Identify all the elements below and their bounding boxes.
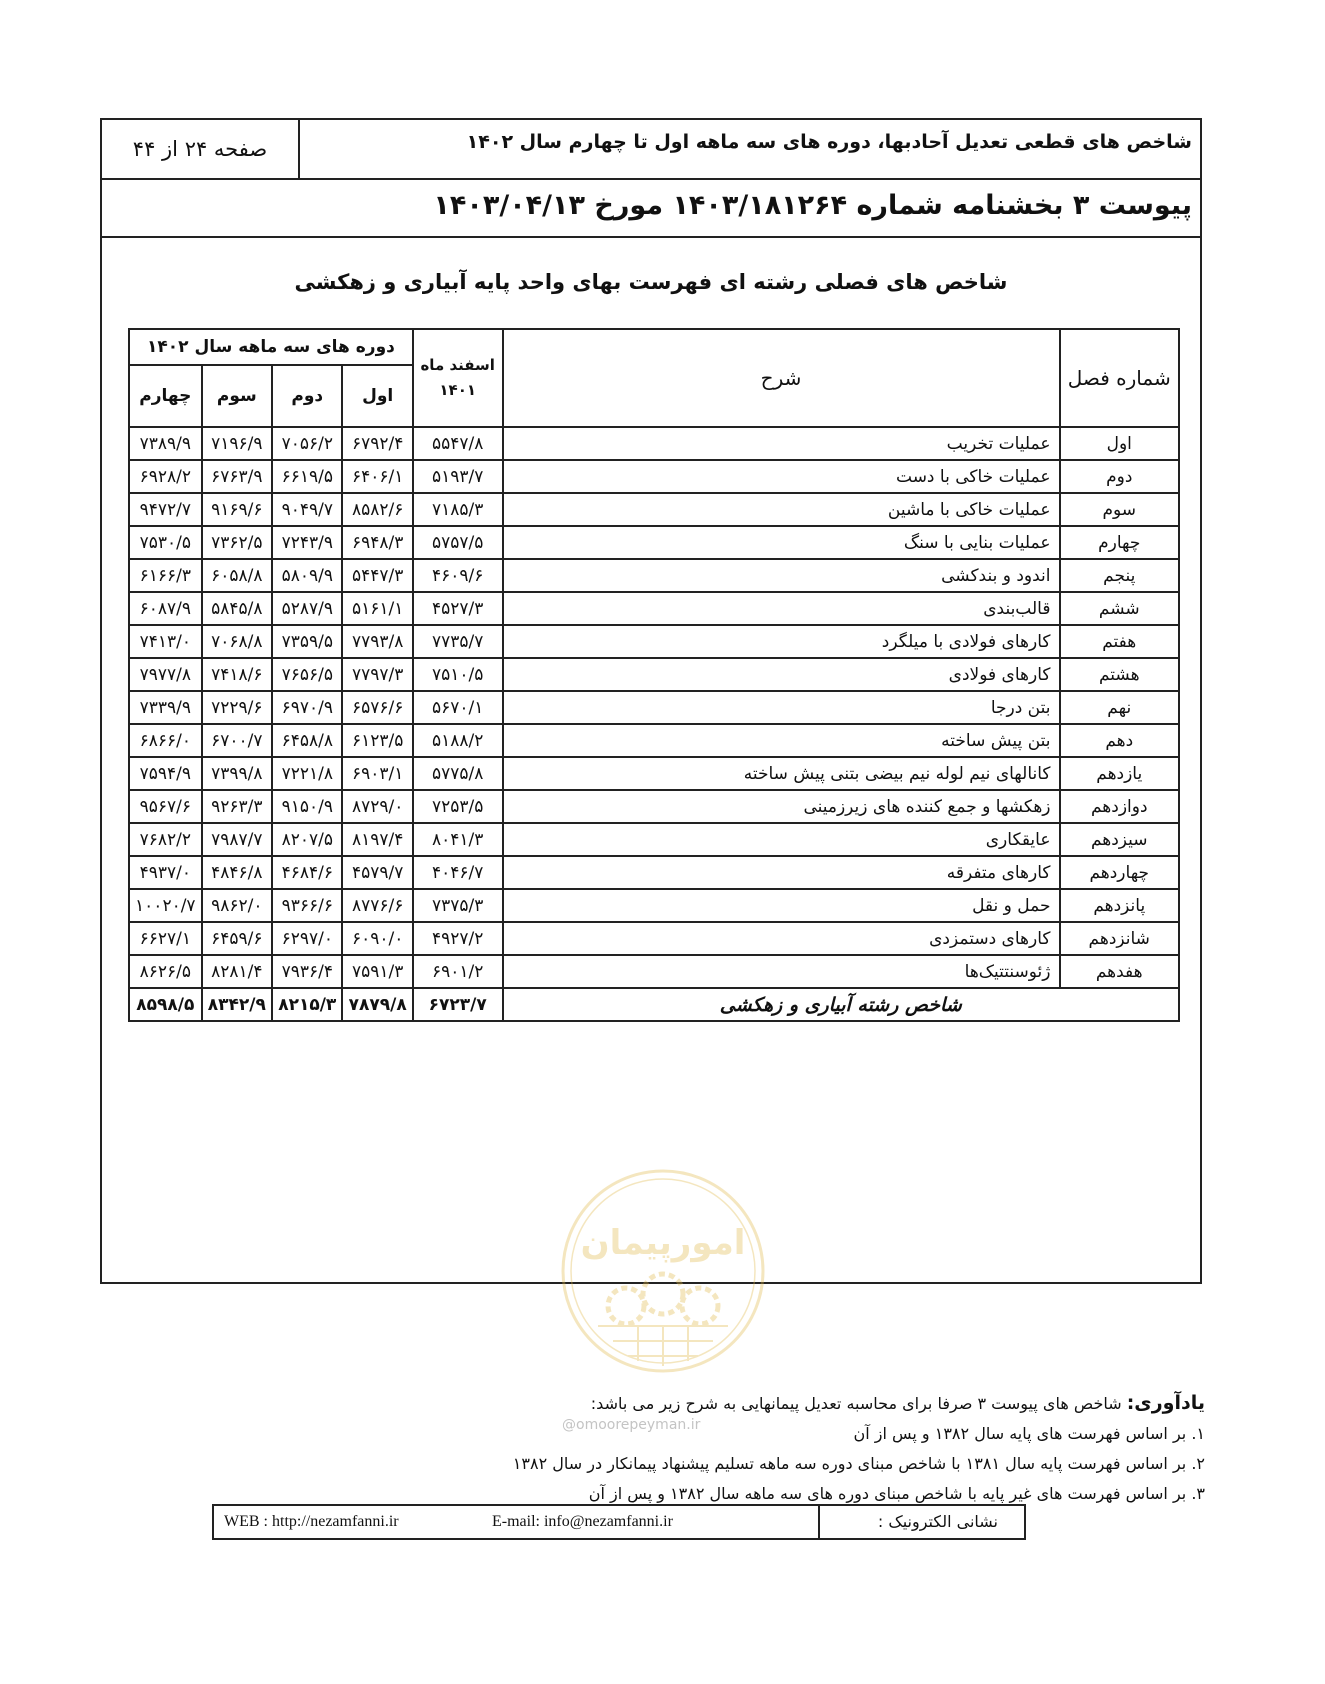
- chapter-description: عملیات بنایی با سنگ: [503, 526, 1060, 559]
- value-q2: ۶۴۵۸/۸: [272, 724, 342, 757]
- value-q4: ۶۱۶۶/۳: [129, 559, 202, 592]
- total-value-q1: ۷۸۷۹/۸: [342, 988, 412, 1021]
- value-esfand-1401: ۷۳۷۵/۳: [413, 889, 503, 922]
- value-q4: ۶۹۲۸/۲: [129, 460, 202, 493]
- value-q3: ۷۲۲۹/۶: [202, 691, 272, 724]
- chapter-number: هشتم: [1060, 658, 1180, 691]
- value-q2: ۷۹۳۶/۴: [272, 955, 342, 988]
- table-total-row: [129, 988, 1179, 1021]
- value-q3: ۹۸۶۲/۰: [202, 889, 272, 922]
- value-esfand-1401: ۸۰۴۱/۳: [413, 823, 503, 856]
- col-q1: اول: [342, 365, 412, 427]
- value-q1: ۸۷۷۶/۶: [342, 889, 412, 922]
- chapter-description: حمل و نقل: [503, 889, 1060, 922]
- chapter-description: بتن پیش ساخته: [503, 724, 1060, 757]
- value-q1: ۴۵۷۹/۷: [342, 856, 412, 889]
- table-row: [129, 922, 1179, 955]
- reminder-intro-text: شاخص های پیوست ۳ صرفا برای محاسبه تعدیل پیمانهایی به شرح زیر می باشد:: [590, 1394, 1122, 1413]
- total-value-q2: ۸۲۱۵/۳: [272, 988, 342, 1021]
- value-esfand-1401: ۵۱۹۳/۷: [413, 460, 503, 493]
- table-row: [129, 493, 1179, 526]
- chapter-description: عملیات خاکی با دست: [503, 460, 1060, 493]
- value-q4: ۹۴۷۲/۷: [129, 493, 202, 526]
- col-q4: چهارم: [129, 365, 202, 427]
- table-row: [129, 460, 1179, 493]
- value-q4: ۶۶۲۷/۱: [129, 922, 202, 955]
- value-q3: ۸۲۸۱/۴: [202, 955, 272, 988]
- value-esfand-1401: ۴۵۲۷/۳: [413, 592, 503, 625]
- value-q3: ۶۷۶۳/۹: [202, 460, 272, 493]
- value-esfand-1401: ۶۹۰۱/۲: [413, 955, 503, 988]
- value-esfand-1401: ۵۵۴۷/۸: [413, 427, 503, 460]
- reminder-item-3: ۳. بر اساس فهرست های غیر پایه با شاخص مبنای دوره های سه ماهه سال ۱۳۸۲ و پس از آن: [588, 1484, 1205, 1503]
- value-q3: ۷۳۹۹/۸: [202, 757, 272, 790]
- total-description: شاخص رشته آبیاری و زهکشی: [503, 988, 1179, 1021]
- value-q2: ۸۲۰۷/۵: [272, 823, 342, 856]
- table-row: [129, 625, 1179, 658]
- email-link[interactable]: E-mail: info@nezamfanni.ir: [492, 1513, 673, 1530]
- value-q3: ۷۰۶۸/۸: [202, 625, 272, 658]
- value-q1: ۶۵۷۶/۶: [342, 691, 412, 724]
- chapter-description: کارهای متفرقه: [503, 856, 1060, 889]
- omoorepeyman-logo-watermark: [558, 1166, 768, 1376]
- value-esfand-1401: ۷۱۸۵/۳: [413, 493, 503, 526]
- value-q1: ۶۹۰۳/۱: [342, 757, 412, 790]
- value-q3: ۶۷۰۰/۷: [202, 724, 272, 757]
- chapter-number: دوازدهم: [1060, 790, 1180, 823]
- value-q2: ۷۲۴۳/۹: [272, 526, 342, 559]
- chapter-number: اول: [1060, 427, 1180, 460]
- chapter-description: بتن درجا: [503, 691, 1060, 724]
- value-q4: ۷۳۳۹/۹: [129, 691, 202, 724]
- value-q4: ۷۳۸۹/۹: [129, 427, 202, 460]
- col-q2: دوم: [272, 365, 342, 427]
- value-q1: ۸۷۲۹/۰: [342, 790, 412, 823]
- value-q3: ۷۴۱۸/۶: [202, 658, 272, 691]
- value-q1: ۷۷۹۷/۳: [342, 658, 412, 691]
- value-q2: ۶۹۷۰/۹: [272, 691, 342, 724]
- table-row: [129, 691, 1179, 724]
- value-q2: ۶۶۱۹/۵: [272, 460, 342, 493]
- value-q4: ۷۶۸۲/۲: [129, 823, 202, 856]
- chapter-number: پنجم: [1060, 559, 1180, 592]
- value-q2: ۹۱۵۰/۹: [272, 790, 342, 823]
- website-link[interactable]: WEB : http://nezamfanni.ir: [224, 1513, 399, 1530]
- contact-label: نشانی الکترونیک :: [818, 1506, 1024, 1538]
- chapter-number: دهم: [1060, 724, 1180, 757]
- value-q1: ۸۵۸۲/۶: [342, 493, 412, 526]
- value-q3: ۹۱۶۹/۶: [202, 493, 272, 526]
- value-q2: ۶۲۹۷/۰: [272, 922, 342, 955]
- col-chapter-no: شماره فصل: [1060, 329, 1180, 427]
- value-esfand-1401: ۴۹۲۷/۲: [413, 922, 503, 955]
- chapter-description: عملیات خاکی با ماشین: [503, 493, 1060, 526]
- reminder-item-1: ۱. بر اساس فهرست های پایه سال ۱۳۸۲ و پس از آن: [853, 1424, 1205, 1443]
- value-q2: ۹۰۴۹/۷: [272, 493, 342, 526]
- chapter-description: عملیات تخریب: [503, 427, 1060, 460]
- chapter-number: یازدهم: [1060, 757, 1180, 790]
- value-esfand-1401: ۵۷۵۷/۵: [413, 526, 503, 559]
- subheader-row: [102, 180, 1200, 238]
- value-q1: ۶۹۴۸/۳: [342, 526, 412, 559]
- value-esfand-1401: ۷۲۵۳/۵: [413, 790, 503, 823]
- reminder-item-2: ۲. بر اساس فهرست پایه سال ۱۳۸۱ با شاخص مبنای دوره سه ماهه تسلیم پیشنهاد پیمانکار در سال ۱۳۸۲: [512, 1454, 1205, 1473]
- total-value-q3: ۸۳۴۲/۹: [202, 988, 272, 1021]
- table-row: [129, 955, 1179, 988]
- col-esfand-label: اسفند ماه ۱۴۰۱: [420, 355, 495, 399]
- value-q4: ۷۵۹۴/۹: [129, 757, 202, 790]
- document-title: شاخص های قطعی تعدیل آحادبها، دوره های سه ماهه اول تا چهارم سال ۱۴۰۲: [466, 131, 1192, 153]
- chapter-number: هفدهم: [1060, 955, 1180, 988]
- value-q3: ۷۱۹۶/۹: [202, 427, 272, 460]
- table-row: [129, 592, 1179, 625]
- chapter-number: پانزدهم: [1060, 889, 1180, 922]
- value-q4: ۷۵۳۰/۵: [129, 526, 202, 559]
- index-table: [128, 328, 1180, 1022]
- value-esfand-1401: ۷۷۳۵/۷: [413, 625, 503, 658]
- value-q2: ۵۸۰۹/۹: [272, 559, 342, 592]
- table-row: [129, 790, 1179, 823]
- col-q3: سوم: [202, 365, 272, 427]
- chapter-description: ژئوسنتتیک‌ها: [503, 955, 1060, 988]
- value-q3: ۶۰۵۸/۸: [202, 559, 272, 592]
- col-esfand-1401: [413, 329, 503, 427]
- chapter-description: کارهای فولادی با میلگرد: [503, 625, 1060, 658]
- value-q2: ۷۳۵۹/۵: [272, 625, 342, 658]
- value-q1: ۷۵۹۱/۳: [342, 955, 412, 988]
- value-q1: ۵۴۴۷/۳: [342, 559, 412, 592]
- value-q4: ۷۹۷۷/۸: [129, 658, 202, 691]
- header-row: [102, 120, 1200, 180]
- col-quarters-group: دوره های سه ماهه سال ۱۴۰۲: [129, 329, 413, 365]
- table-row: [129, 526, 1179, 559]
- value-q4: ۴۹۳۷/۰: [129, 856, 202, 889]
- value-q1: ۸۱۹۷/۴: [342, 823, 412, 856]
- value-q2: ۷۲۲۱/۸: [272, 757, 342, 790]
- chapter-number: دوم: [1060, 460, 1180, 493]
- reminder-label: یادآوری:: [1126, 1392, 1205, 1414]
- chapter-number: نهم: [1060, 691, 1180, 724]
- value-esfand-1401: ۵۶۷۰/۱: [413, 691, 503, 724]
- table-row: [129, 724, 1179, 757]
- value-esfand-1401: ۵۷۷۵/۸: [413, 757, 503, 790]
- chapter-number: هفتم: [1060, 625, 1180, 658]
- value-esfand-1401: ۵۱۸۸/۲: [413, 724, 503, 757]
- table-row: [129, 559, 1179, 592]
- watermark-site-text: @omoorepeyman.ir: [562, 1417, 701, 1433]
- value-q3: ۶۴۵۹/۶: [202, 922, 272, 955]
- value-esfand-1401: ۴۰۴۶/۷: [413, 856, 503, 889]
- value-q1: ۷۷۹۳/۸: [342, 625, 412, 658]
- value-esfand-1401: ۷۵۱۰/۵: [413, 658, 503, 691]
- contact-box: [212, 1504, 1026, 1540]
- table-row: [129, 658, 1179, 691]
- reminder-intro: [305, 1388, 1205, 1419]
- chapter-description: زهکشها و جمع کننده های زیرزمینی: [503, 790, 1060, 823]
- value-q3: ۵۸۴۵/۸: [202, 592, 272, 625]
- value-q2: ۷۶۵۶/۵: [272, 658, 342, 691]
- value-q3: ۷۳۶۲/۵: [202, 526, 272, 559]
- chapter-description: اندود و بندکشی: [503, 559, 1060, 592]
- page-number: صفحه ۲۴ از ۴۴: [102, 120, 300, 178]
- chapter-description: قالب‌بندی: [503, 592, 1060, 625]
- chapter-number: ششم: [1060, 592, 1180, 625]
- table-row: [129, 427, 1179, 460]
- chapter-number: شانزدهم: [1060, 922, 1180, 955]
- value-q2: ۷۰۵۶/۲: [272, 427, 342, 460]
- table-row: [129, 757, 1179, 790]
- chapter-number: سیزدهم: [1060, 823, 1180, 856]
- table-row: [129, 889, 1179, 922]
- table-row: [129, 823, 1179, 856]
- chapter-description: کارهای فولادی: [503, 658, 1060, 691]
- watermark-logo-text: امورپیمان: [580, 1223, 746, 1263]
- page-frame: [100, 118, 1202, 1284]
- value-q3: ۴۸۴۶/۸: [202, 856, 272, 889]
- value-q3: ۹۲۶۳/۳: [202, 790, 272, 823]
- chapter-description: کارهای دستمزدی: [503, 922, 1060, 955]
- table-title: شاخص های فصلی رشته ای فهرست بهای واحد پایه آبیاری و زهکشی: [294, 270, 1008, 294]
- value-q1: ۵۱۶۱/۱: [342, 592, 412, 625]
- total-value-q4: ۸۵۹۸/۵: [129, 988, 202, 1021]
- chapter-description: کانالهای نیم لوله نیم بیضی بتنی پیش ساخته: [503, 757, 1060, 790]
- value-q1: ۶۴۰۶/۱: [342, 460, 412, 493]
- value-q4: ۶۸۶۶/۰: [129, 724, 202, 757]
- value-q4: ۸۶۲۶/۵: [129, 955, 202, 988]
- value-q1: ۶۱۲۳/۵: [342, 724, 412, 757]
- value-q4: ۹۵۶۷/۶: [129, 790, 202, 823]
- annex-reference: پیوست ۳ بخشنامه شماره ۱۴۰۳/۱۸۱۲۶۴ مورخ ۱۴۰۳/۰۴/۱۳: [433, 190, 1192, 221]
- col-description: شرح: [503, 329, 1060, 427]
- value-q1: ۶۷۹۲/۴: [342, 427, 412, 460]
- table-row: [129, 856, 1179, 889]
- value-q2: ۹۳۶۶/۶: [272, 889, 342, 922]
- chapter-description: عایقکاری: [503, 823, 1060, 856]
- value-q4: ۷۴۱۳/۰: [129, 625, 202, 658]
- table-header-row: [129, 329, 1179, 365]
- value-q4: ۱۰۰۲۰/۷: [129, 889, 202, 922]
- chapter-number: چهارم: [1060, 526, 1180, 559]
- chapter-number: سوم: [1060, 493, 1180, 526]
- reminder-note: [305, 1388, 1205, 1509]
- total-value-esfand: ۶۷۲۳/۷: [413, 988, 503, 1021]
- value-esfand-1401: ۴۶۰۹/۶: [413, 559, 503, 592]
- value-q3: ۷۹۸۷/۷: [202, 823, 272, 856]
- value-q1: ۶۰۹۰/۰: [342, 922, 412, 955]
- value-q2: ۴۶۸۴/۶: [272, 856, 342, 889]
- value-q2: ۵۲۸۷/۹: [272, 592, 342, 625]
- value-q4: ۶۰۸۷/۹: [129, 592, 202, 625]
- chapter-number: چهاردهم: [1060, 856, 1180, 889]
